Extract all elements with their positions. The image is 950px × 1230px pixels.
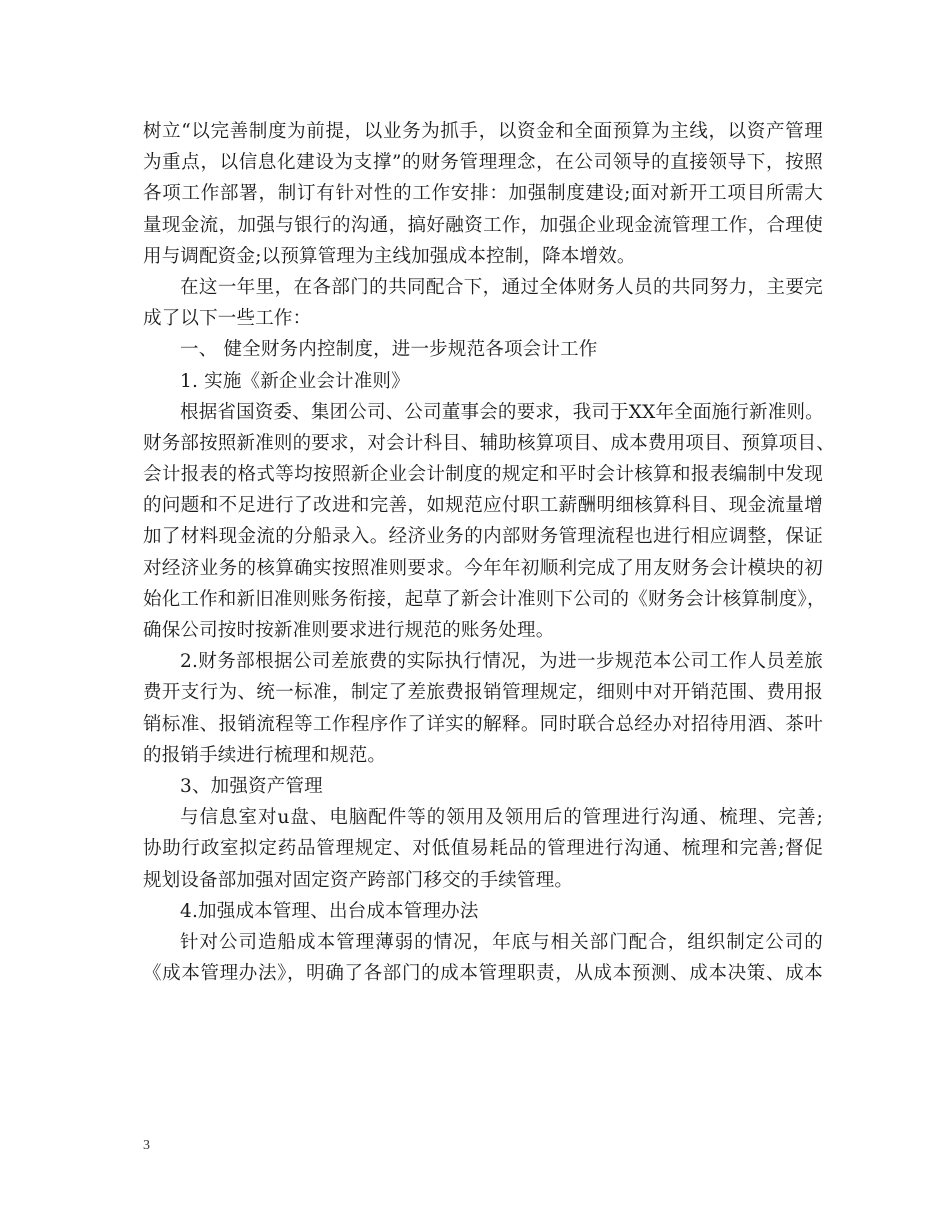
text-line: 规划设备部加强对固定资产跨部门移交的手续管理。	[143, 869, 574, 891]
text-line: 树立“以完善制度为前提，以业务为抓手，以资金和全面预算为主线，以资产管理	[143, 121, 823, 142]
text-line: 销标准、报销流程等工作程序作了详实的解释。同时联合总经办对招待用酒、茶叶	[143, 713, 823, 735]
text-line: 加了材料现金流的分船录入。经济业务的内部财务管理流程也进行相应调整，保证	[143, 526, 823, 548]
text-line: 针对公司造船成本管理薄弱的情况，年底与相关部门配合，组织制定公司的	[180, 931, 823, 953]
text-line: 始化工作和新旧准则账务衔接，起草了新会计准则下公司的《财务会计核算制度》，	[143, 588, 826, 610]
text-line: 量现金流，加强与银行的沟通，搞好融资工作，加强企业现金流管理工作，合理使	[143, 214, 823, 236]
text-line: 《成本管理办法》，明确了各部门的成本管理职责，从成本预测、成本决策、成本	[143, 963, 823, 985]
text-line: 根据省国资委、集团公司、公司董事会的要求，我司于XX年全面施行新准则。	[180, 401, 824, 423]
text-line: 确保公司按时按新准则要求进行规范的账务处理。	[143, 620, 555, 641]
text-line: 会计报表的格式等均按照新企业会计制度的规定和平时会计核算和报表编制中发现	[143, 464, 823, 486]
subsection-heading: 4.加强成本管理、出台成本管理办法	[180, 900, 479, 922]
text-line: 财务部按照新准则的要求，对会计科目、辅助核算项目、成本费用项目、预算项目、	[143, 432, 835, 454]
text-line: 与信息室对u盘、电脑配件等的领用及领用后的管理进行沟通、梳理、完善;	[180, 807, 823, 829]
text-line: 成了以下一些工作：	[143, 308, 312, 330]
text-line: 为重点，以信息化建设为支撑”的财务管理理念，在公司领导的直接领导下，按照	[143, 152, 823, 174]
text-line: 在这一年里，在各部门的共同配合下，通过全体财务人员的共同努力，主要完	[180, 276, 823, 298]
subsection-heading: 1. 实施《新企业会计准则》	[180, 370, 410, 392]
document-body	[143, 116, 835, 989]
text-line: 对经济业务的核算确实按照准则要求。今年年初顺利完成了用友财务会计模块的初	[143, 557, 823, 579]
page-number: 3	[143, 1138, 150, 1153]
text-line: 费开支行为、统一标准，制定了差旅费报销管理规定，细则中对开销范围、费用报	[143, 682, 823, 704]
text-line: 的报销手续进行梳理和规范。	[143, 744, 387, 766]
text-line: 用与调配资金;以预算管理为主线加强成本控制，降本增效。	[143, 245, 636, 267]
section-heading: 一、 健全财务内控制度，进一步规范各项会计工作	[180, 339, 598, 361]
text-line: 的问题和不足进行了改进和完善，如规范应付职工薪酬明细核算科目、现金流量增	[143, 495, 823, 517]
text-line: 2.财务部根据公司差旅费的实际执行情况，为进一步规范本公司工作人员差旅	[180, 651, 823, 673]
subsection-heading: 3、加强资产管理	[180, 775, 323, 797]
text-line: 各项工作部署，制订有针对性的工作安排：加强制度建设;面对新开工项目所需大	[143, 183, 823, 205]
text-line: 协助行政室拟定药品管理规定、对低值易耗品的管理进行沟通、梳理和完善;督促	[143, 838, 823, 860]
